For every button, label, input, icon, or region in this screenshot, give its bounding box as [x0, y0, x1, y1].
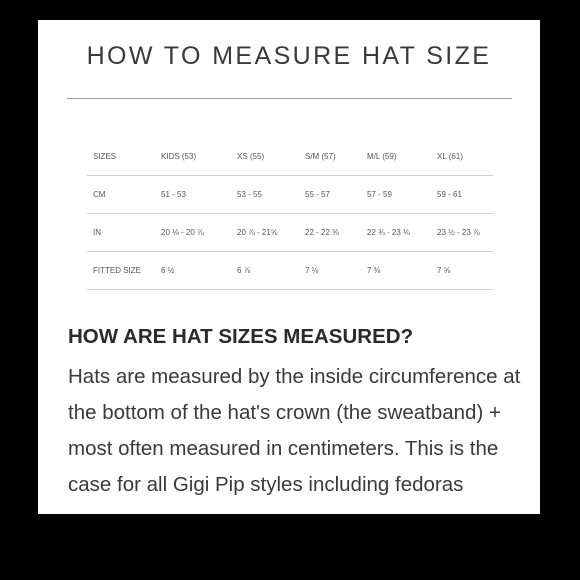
row-sizes	[87, 138, 493, 176]
row-cm	[87, 176, 493, 214]
table-cell: 22 ¾ - 23 ⅛	[361, 214, 431, 252]
table-cell: KIDS (53)	[155, 138, 231, 176]
row-label-cell: SIZES	[87, 138, 155, 176]
page-title: HOW TO MEASURE HAT SIZE	[86, 42, 492, 70]
title-divider	[67, 98, 512, 99]
section-heading: HOW ARE HAT SIZES MEASURED?	[68, 325, 414, 348]
table-cell: 20 ⅞ - 21⅝	[231, 214, 299, 252]
section-body: Hats are measured by the inside circumference at the bottom of the hat's crown (the sweatband) + most often measured in centimeters. This is the case for all Gigi Pip styles including fedoras	[68, 365, 521, 496]
size-table	[87, 138, 493, 290]
table-cell: 59 - 61	[431, 176, 493, 214]
row-label-cell: FITTED SIZE	[87, 252, 155, 290]
table-cell: 20 ⅛ - 20 ⅞	[155, 214, 231, 252]
table-cell: 7 ⅝	[431, 252, 493, 290]
table-cell: 7 ⅜	[361, 252, 431, 290]
table-cell: M/L (59)	[361, 138, 431, 176]
row-fitted-size	[87, 252, 493, 290]
row-in	[87, 214, 493, 252]
table-cell: 22 - 22 ⅜	[299, 214, 361, 252]
table-cell: 23 ½ - 23 ⅞	[431, 214, 493, 252]
table-cell: S/M (57)	[299, 138, 361, 176]
row-label-cell: CM	[87, 176, 155, 214]
table-cell: 55 - 57	[299, 176, 361, 214]
size-guide-card	[38, 20, 540, 514]
table-cell: 53 - 55	[231, 176, 299, 214]
table-cell: 6 ⅞	[231, 252, 299, 290]
table-cell: 7 ⅛	[299, 252, 361, 290]
table-cell: 57 - 59	[361, 176, 431, 214]
table-cell: 51 - 53	[155, 176, 231, 214]
row-label-cell: IN	[87, 214, 155, 252]
table-cell: 6 ½	[155, 252, 231, 290]
table-cell: XS (55)	[231, 138, 299, 176]
table-cell: XL (61)	[431, 138, 493, 176]
